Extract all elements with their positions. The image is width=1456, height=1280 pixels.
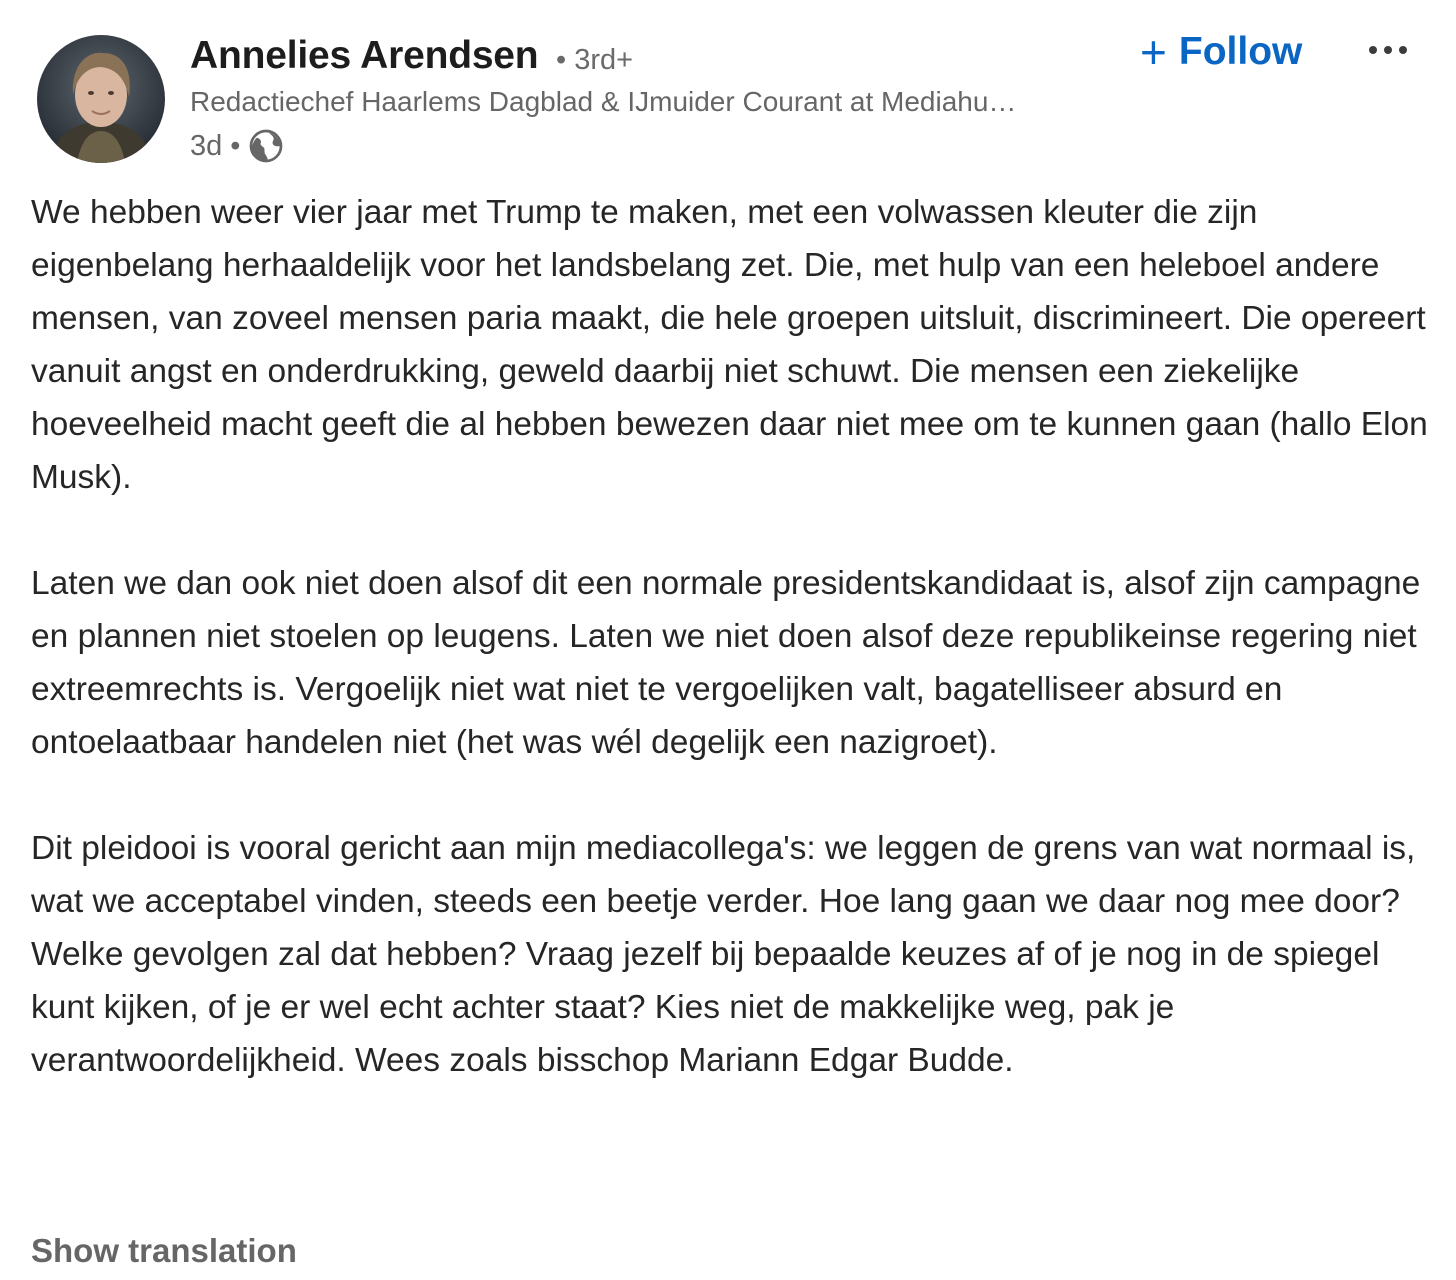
post-text	[31, 186, 1435, 1087]
post-paragraph: Laten we dan ook niet doen alsof dit een normale presidentskandidaat is, alsof zijn campagne en plannen niet stoelen op leugens. Laten we niet doen alsof deze republikeinse regering niet extreemrechts is. Vergoelijk niet wat niet te vergoelijken valt, bagatelliseer absurd en ontoelaatbaar handelen niet (het was wél degelijk een nazigroet).	[31, 565, 1421, 761]
show-translation-link[interactable]: Show translation	[31, 1232, 297, 1269]
follow-button[interactable]	[1132, 24, 1310, 80]
post-meta	[190, 126, 284, 166]
avatar-photo-icon	[37, 35, 165, 163]
more-options-button[interactable]	[1360, 26, 1416, 74]
author-name[interactable]: Annelies Arendsen	[190, 34, 539, 77]
author-avatar[interactable]	[37, 35, 165, 163]
post-time: 3d	[190, 129, 223, 162]
globe-icon	[248, 128, 284, 164]
post-paragraph: Dit pleidooi is vooral gericht aan mijn mediacollega's: we leggen de grens van wat normaal is, wat we acceptabel vinden, steeds een beetje verder. Hoe lang gaan we daar nog mee door? Welke gevolgen zal dat hebben? Vraag jezelf bij bepaalde keuzes af of je nog in de spiegel kunt kijken, of je er wel echt achter staat? Kies niet de makkelijke weg, pak je verantwoordelijkheid. Wees zoals bisschop Mariann Edgar Budde.	[31, 830, 1416, 1079]
connection-degree: • 3rd+	[556, 44, 634, 76]
meta-separator: •	[230, 129, 241, 162]
follow-label: Follow	[1178, 30, 1303, 73]
author-headline: Redactiechef Haarlems Dagblad & IJmuider Courant at Mediahu…	[190, 86, 1017, 117]
post-paragraph: We hebben weer vier jaar met Trump te maken, met een volwassen kleuter die zijn eigenbelang herhaaldelijk voor het landsbelang zet. Die, met hulp van een heleboel andere mensen, van zoveel mensen paria maakt, die hele groepen uitsluit, discrimineert. Die opereert vanuit angst en onderdrukking, geweld daarbij niet schuwt. Die mensen een ziekelijke hoeveelheid macht geeft die al hebben bewezen daar niet mee om te kunnen gaan (hallo Elon Musk).	[31, 194, 1428, 496]
plus-icon: +	[1140, 26, 1167, 78]
more-dots-icon	[1360, 26, 1416, 74]
